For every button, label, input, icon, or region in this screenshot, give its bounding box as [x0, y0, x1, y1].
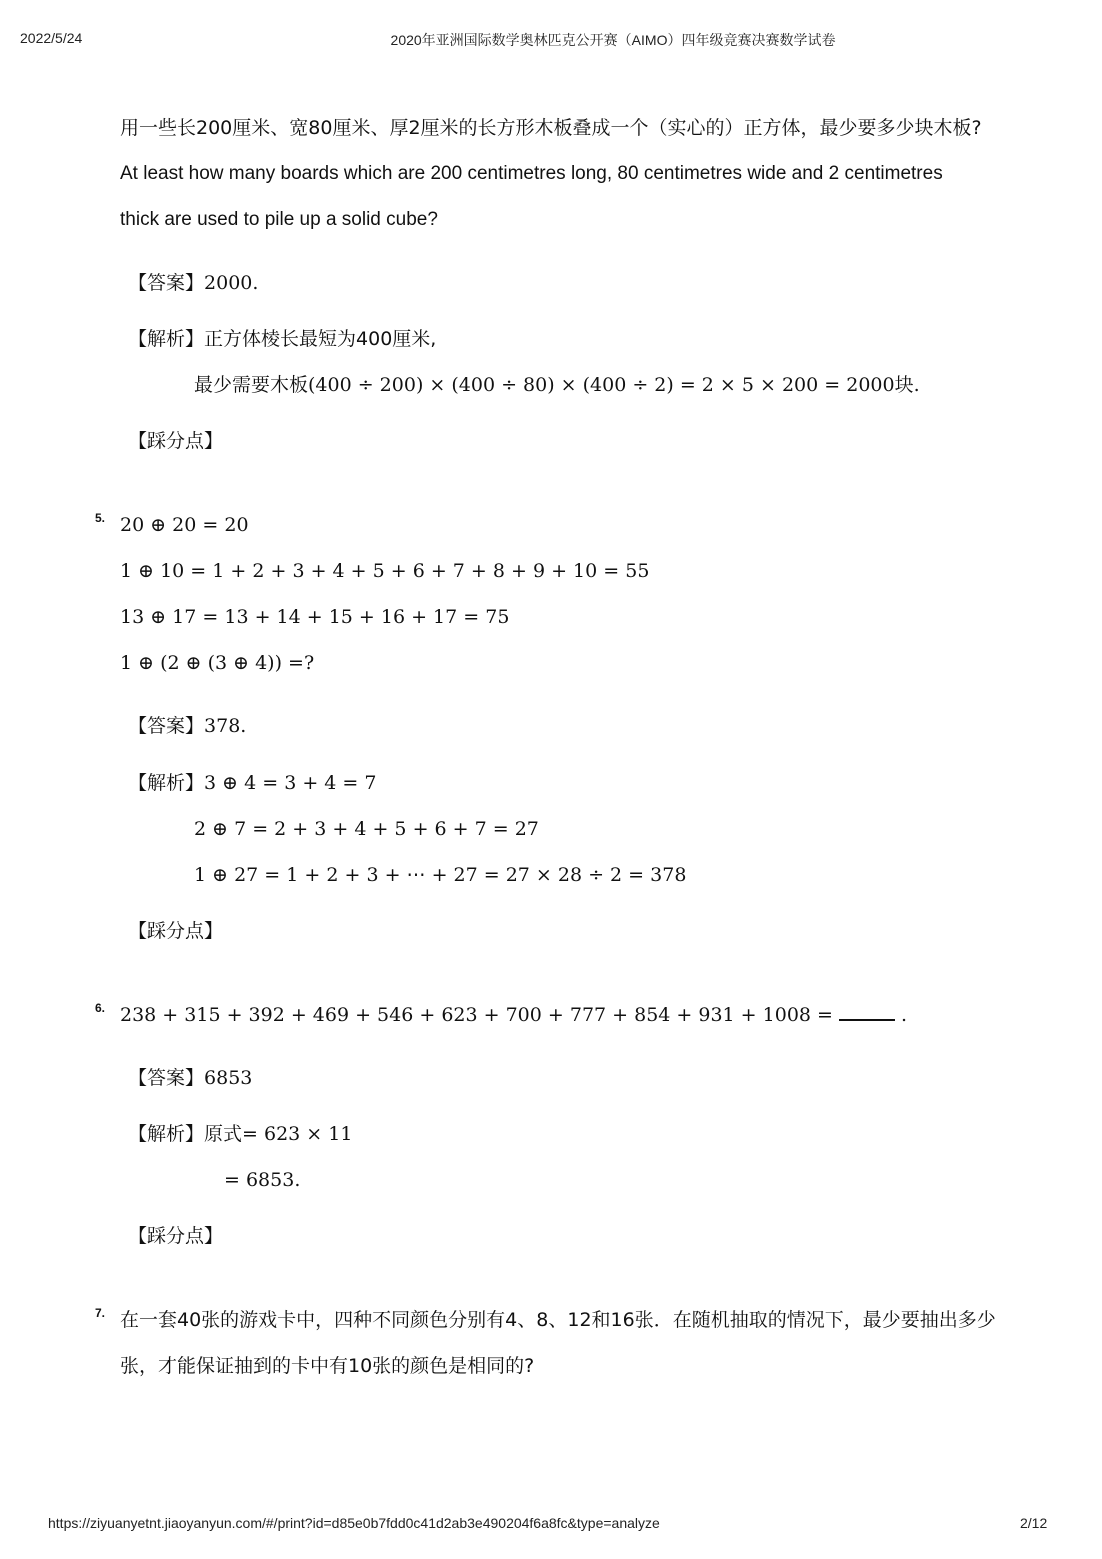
q4-analysis-1: 正方体棱长最短为400厘米,	[204, 328, 437, 350]
q5-line-1: 20 ⊕ 20 = 20	[120, 514, 249, 536]
q5-line-2: 1 ⊕ 10 = 1 + 2 + 3 + 4 + 5 + 6 + 7 + 8 + 9 + 10 = 55	[120, 560, 650, 582]
q4-analysis-row	[128, 327, 436, 351]
q5-analysis-2: 2 ⊕ 7 = 2 + 3 + 4 + 5 + 6 + 7 = 27	[194, 818, 539, 840]
q4-question-en-1: At least how many boards which are 200 centimetres long, 80 centimetres wide and 2 centimetres	[120, 163, 943, 184]
header-title: 2020年亚洲国际数学奥林匹克公开赛（AIMO）四年级竞赛决赛数学试卷	[390, 32, 836, 48]
q5-answer: 378.	[204, 715, 247, 737]
q6-question: 238 + 315 + 392 + 469 + 546 + 623 + 700 + 777 + 854 + 931 + 1008 =	[120, 1004, 833, 1026]
q6-question-row	[120, 1003, 907, 1027]
analysis-label: 【解析】	[128, 328, 205, 350]
q5-number: 5.	[95, 511, 106, 525]
q5-analysis-row	[128, 771, 376, 795]
answer-label: 【答案】	[128, 1067, 205, 1089]
q6-analysis-2: = 6853.	[224, 1169, 301, 1191]
footer-url[interactable]: https://ziyuanyetnt.jiaoyanyun.com/#/print?id=d85e0b7fdd0c41d2ab3e490204f6a8fc&type=analyze	[48, 1515, 660, 1531]
q6-analysis-row	[128, 1122, 352, 1146]
q7-line-1: 在一套40张的游戏卡中，四种不同颜色分别有4、8、12和16张．在随机抽取的情况下，最少要抽出多少	[120, 1309, 996, 1331]
answer-blank	[839, 1005, 895, 1021]
header-date: 2022/5/24	[20, 30, 83, 46]
q5-line-3: 13 ⊕ 17 = 13 + 14 + 15 + 16 + 17 = 75	[120, 606, 510, 628]
answer-label: 【答案】	[128, 272, 205, 294]
q4-answer-row	[128, 271, 258, 295]
q5-scoring-label: 【踩分点】	[128, 920, 224, 942]
q4-question-cn: 用一些长200厘米、宽80厘米、厚2厘米的长方形木板叠成一个（实心的）正方体，最少要多少块木板?	[120, 117, 982, 139]
q6-scoring-label: 【踩分点】	[128, 1225, 224, 1247]
q6-number: 6.	[95, 1001, 106, 1015]
q7-line-2: 张，才能保证抽到的卡中有10张的颜色是相同的?	[120, 1355, 535, 1377]
q4-analysis-2: 最少需要木板(400 ÷ 200) × (400 ÷ 80) × (400 ÷ 2) = 2 × 5 × 200 = 2000块.	[194, 374, 920, 396]
q5-analysis-1: 3 ⊕ 4 = 3 + 4 = 7	[204, 772, 377, 794]
q4-answer: 2000.	[204, 272, 259, 294]
q6-question-end: .	[900, 1004, 908, 1026]
q4-scoring-label: 【踩分点】	[128, 430, 224, 452]
q5-answer-row	[128, 714, 246, 738]
q6-answer-row	[128, 1066, 252, 1090]
q6-analysis-1: 原式= 623 × 11	[204, 1123, 353, 1145]
analysis-label: 【解析】	[128, 1123, 205, 1145]
analysis-label: 【解析】	[128, 772, 205, 794]
footer-page-number: 2/12	[1020, 1515, 1048, 1531]
q5-line-4: 1 ⊕ (2 ⊕ (3 ⊕ 4)) =?	[120, 652, 315, 674]
q7-number: 7.	[95, 1306, 106, 1320]
q5-analysis-3: 1 ⊕ 27 = 1 + 2 + 3 + ⋯ + 27 = 27 × 28 ÷ 2 = 378	[194, 864, 687, 886]
q6-answer: 6853	[204, 1067, 253, 1089]
answer-label: 【答案】	[128, 715, 205, 737]
q4-question-en-2: thick are used to pile up a solid cube?	[120, 209, 438, 230]
